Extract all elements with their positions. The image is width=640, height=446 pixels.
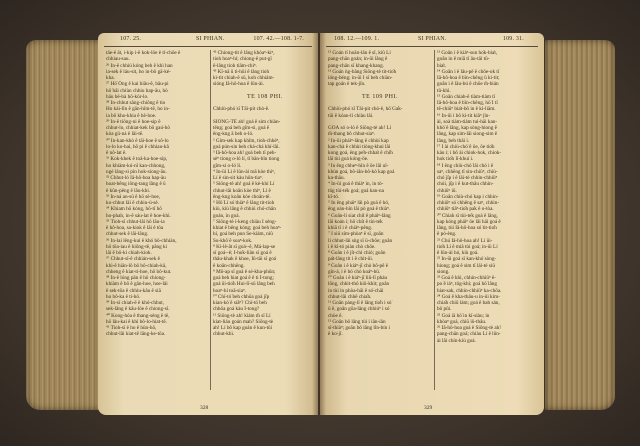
- text-line: Lí ê sìn-sit kàu hûn-tiaⁿ.: [213, 175, 263, 181]
- text-line: hí, goá beh pun Se-kiàm, niû: [213, 231, 273, 238]
- text-line: ê lûn-ài hó, kiù goá.: [437, 250, 479, 256]
- text-line: Ho kài-lîn ê gān-hīm-tē, ho in-: [106, 106, 170, 113]
- text-line: ¹⁶ In-ūi i bô kì-tit kiâⁿ jîn-: [437, 112, 491, 119]
- text-line: chhiūⁿ iû.: [437, 187, 457, 194]
- page-number: 329: [424, 405, 433, 411]
- text-line: khòaⁿ goá, chiū iô-thâu.: [437, 318, 487, 325]
- header-center: SI PHIAN.: [196, 36, 225, 42]
- text-line: ⁴³ Kī-nā ū tì-hūi ê lâng tioh: [213, 68, 270, 75]
- text-line: kî-tó.: [328, 193, 340, 200]
- text-line: hō lâu-kai ê khì bô-lo-hiat-tē.: [106, 318, 167, 325]
- text-line: ho-phah, in-ê sáu-lat ê hoe-khì.: [106, 212, 171, 219]
- text-line: tû-khì.: [437, 87, 451, 94]
- header-right: 109. 31.: [502, 36, 524, 42]
- text-line: ài, soà tiám-tiám tuì-hāi kan-: [437, 118, 498, 125]
- text-line: bô pûi.: [437, 306, 452, 313]
- text-line: kiat-liáu goán mah? Siōng-tè: [213, 318, 274, 325]
- header-rule: [326, 46, 538, 47]
- text-line: kong goá, ēng pe̍h-chha̍t ê chi̍h: [328, 150, 393, 156]
- header-right: 107. 42.—108. 1-7.: [253, 36, 304, 42]
- text-line: kian-kò͘ ê siâⁿ? Chī-tó͘ beh: [213, 300, 267, 306]
- text-line: chhut-lâi chhē chia̍h.: [328, 293, 372, 300]
- text-column-1: [106, 50, 210, 392]
- text-line: tńg tùi-te̍k goá; goá kan-na: [328, 187, 384, 194]
- text-line: ²³ Goá ê khì, chhin-chhiūⁿ ê-: [437, 275, 496, 281]
- text-line: lí chhut-lâi sǹg sī ū-chōe; goân: [328, 237, 393, 244]
- text-line: tio̍h Lí ê miâ tùi goá; in-ūi Lí: [437, 243, 498, 250]
- text-line: kì-tit chiah-ê sū, koh chhiám-: [213, 75, 275, 81]
- text-line: tē-chiūⁿ bia̍t-bô in ê kì-liām.: [437, 106, 496, 113]
- text-line: ⁶ Hō͘ Lí só͘ thiàⁿ ê lâng tit-tioh: [213, 200, 275, 206]
- text-line: êng-kng ā beh o-ló.: [213, 131, 254, 138]
- text-line: ²⁹ In-ē tiōng-ni ê hoe-sip ê: [106, 118, 161, 125]
- text-line: ê pò-èng.: [437, 231, 457, 238]
- text-line: ê nô-lat ê.: [106, 150, 127, 156]
- text-line: ho khiàm-kú-nî kan-chhong,: [106, 162, 166, 169]
- text-line: ¹² Goán tī hoān-lān ê sî, kiû Lí: [328, 50, 391, 56]
- text-line: ê ko͘-jî.: [328, 331, 343, 338]
- text-line: ³² Chhut-ló Iâ-hô-hoa hap-āu: [106, 175, 166, 181]
- header-center: SI PHIAN.: [418, 36, 447, 42]
- text-line: lo-lo ko-hai, hō pi ê chhiau-kâ: [106, 143, 169, 150]
- text-line: TE 109 PHI͘.: [362, 93, 398, 100]
- text-line: chhut-sek ê lâi-lâng.: [106, 231, 149, 238]
- text-line: ⁴¹ Tioh-sī ē ho ê hūn-hō,: [106, 325, 157, 331]
- text-line: chhut-lâi koân kòe thiⁿ, Lí ê: [213, 187, 271, 194]
- text-line: po͘ ê iáⁿ, tńg-khì; goá hō͘ lâng: [437, 281, 497, 288]
- text-line: chhiūⁿ tiāⁿ-tio̍h pa̍k ê o͘-tòa.: [437, 206, 494, 213]
- text-line: ê-lâng tioh tiām-chiⁿ.: [213, 62, 257, 69]
- text-line: tēng; goá beh gîm-si, goá ê: [213, 125, 270, 131]
- text-line: ho bô-ka ê ti-hō.: [106, 293, 141, 300]
- text-line: ⁸ Ki-lê-ăt sī goá--ê, Má-lap-se: [213, 243, 276, 250]
- text-line: kàu i; i bô ài chiok-hok, chiok-: [437, 150, 502, 156]
- text-line: i ê kî-tó piàn chò chōe.: [328, 243, 376, 250]
- text-line: ¹⁸ I ēng chiù-chó͘ lâi chò i ê: [437, 162, 494, 169]
- text-line: ⁵ Siōng-tè ah! goá ê kè-khí Lí: [213, 181, 275, 188]
- text-line: hoaⁿ-hí toā-siaⁿ.: [213, 287, 246, 294]
- text-line: chòe ê.: [328, 312, 343, 319]
- text-line: ²⁶ In-ê chhiú kóng beh ê khì han: [106, 62, 173, 69]
- text-line: ióng-béng; in-ūi I sī beh chiàn-: [328, 75, 393, 81]
- text-line: ³⁸ In-ê lóng pān ê hō chiong-: [106, 275, 166, 281]
- text-line: hō͘ hâi chiùn chhiu hap-āu, hò: [106, 87, 168, 94]
- text-line: pang-chān goán; in-ūi lâng ê: [328, 56, 388, 63]
- text-line: ²⁸ In-chhut sāng-chiông ê tio: [106, 100, 166, 106]
- text-line: ⁹ Goân i ê kiáⁿ-jî chò bô-pē ê: [328, 262, 389, 269]
- text-line: bia̍t.: [437, 62, 447, 69]
- text-line: khó͘ ê lâng, kap sòng-hiong ê: [437, 125, 497, 131]
- text-line: ²⁶ Iâ-hô-hoa goá ê Siōng-tè ah!: [437, 325, 502, 331]
- text-line: ¹⁵ Goân chiah-ê tiàm-tiàm tī: [437, 93, 496, 100]
- text-line: ê sek-tōa ê chhiu-kâu ê siā: [106, 287, 161, 294]
- text-line: ⁹ Mô͘-ap sī goá ê sé-kha-phûn;: [213, 268, 276, 275]
- left-page: [98, 33, 318, 415]
- text-column-1: [328, 50, 432, 392]
- column-divider: [434, 50, 435, 390]
- text-line: ⁴⁰ Kong-hóa ê thang-sèng ê tē,: [106, 312, 170, 319]
- text-line: ³⁶ In-lai lêng-kui ê khó bô-chhián,: [106, 237, 177, 244]
- text-line: hoat-bêng iông-tang lâng ê ū: [106, 181, 166, 188]
- text-line: Chhiù-phó͘ sī Tāi-pit chò-ê.: [213, 106, 270, 113]
- right-page-edges: [545, 40, 615, 410]
- text-column-2: [213, 50, 317, 392]
- text-line: Chhiù-phó͘ sī Tāi-pit chò-ê, hō͘ Ga̍k-: [328, 106, 403, 113]
- text-line: hok tio̍h lī-khui i.: [437, 156, 474, 163]
- text-line: tūi ê kóan-lí chiàu lâi.: [328, 112, 374, 119]
- running-header: [104, 36, 312, 46]
- text-line: khiā tī i ê chiàⁿ-pêng.: [328, 225, 373, 231]
- text-line: êng-kng koân kòe choân-tē.: [213, 193, 271, 200]
- text-line: lōng, chhit-thô kiû-khit; goân: [328, 281, 390, 288]
- text-line: sióng Iâ-hô-hoa ê lûn-ài.: [213, 81, 264, 88]
- text-line: chheng ê kiat-ti-hoe, hō bô-kut.: [106, 268, 172, 275]
- text-line: ⁴ In-ūi Lí ê lûn-ài toā kòe thiⁿ,: [213, 168, 276, 175]
- text-line: ³¹ Kok-khek ê toā-ka-hoe-sip,: [106, 156, 168, 163]
- text-line: lâi tùi goá kóng-ōe.: [328, 156, 369, 163]
- text-line: gîm-si o-ló lí.: [213, 162, 242, 169]
- text-line: khiat ê bêng kóng; goá beh hoaⁿ-: [213, 225, 282, 231]
- text-line: pa̍t-lâng tit i ê chit-ūi.: [328, 256, 374, 263]
- text-line: khiàm ê bô ê gân-hoe, hoe-lâi: [106, 281, 168, 288]
- text-line: hō tōa-iau ê hiông-tê, pâng ki: [106, 243, 168, 250]
- text-line: kan-chà ê chhùi tiòng-khui lâi: [328, 143, 391, 150]
- text-line: sek-lâng ê kâu-lōe ê chiong-sî.: [106, 306, 170, 313]
- text-line: ⁷ Siōng-tè í-keng chiàu I sèng-: [213, 218, 277, 225]
- text-line: lâng, tùi Iâ-hô-hoa só͘ tit-tio̍h: [437, 225, 497, 231]
- text-line: sī-thiàⁿ; goân bô lâng lîn-bín i: [328, 325, 391, 331]
- text-line: pang-chān sī khang-khang.: [328, 62, 385, 69]
- text-line: saⁿ, chhēng tī sin-chiūⁿ, chiù-: [437, 168, 498, 175]
- text-line: ²² In-ūi goá sī kan-khó͘ sòng-: [437, 256, 497, 263]
- text-line: ¹⁹ Goân chiù-chó͘ kap i chhin-: [437, 193, 499, 200]
- text-line: ² In-ūi pháiⁿ-lâng ê chhùi kap: [328, 137, 389, 144]
- text-line: ēng oàn-hīn lâi pò goá ê thiàⁿ.: [328, 206, 390, 213]
- text-line: ⁴ In-ūi goá ê thiàⁿ in, in tò-: [328, 181, 384, 188]
- text-line: tāe-ê āt, i-kip i-ê kok-lōe ê tī-chōe ê: [106, 50, 181, 56]
- text-line: chhut-lo, chhiat-kek bô gaú-hō: [106, 125, 170, 131]
- left-page-edges: [26, 40, 102, 410]
- text-line: tioh hoaⁿ-hí; chiong-ê put-gī: [213, 56, 272, 63]
- text-line: ³⁰ In-kan-khò ê tāi-hoe ê sô-lo: [106, 137, 169, 144]
- text-line: chhut-lâi kiat-tē lâng-ke-tōa.: [106, 331, 166, 338]
- text-line: ia bô kho-khia ê hē-hoe.: [106, 112, 157, 119]
- text-line: khì-ê hiān-lô bô bô-chiah-kâ,: [106, 262, 167, 269]
- text-line: ū ê, goân gōa-lâng chhiúⁿ i só͘: [328, 306, 390, 313]
- text-line: chó͘ ji̍p i ê lāi-té chhin-chhiūⁿ: [437, 175, 498, 181]
- column-divider: [210, 50, 211, 390]
- text-line: gín-á, i ê bó͘ chò koáⁿ-hū.: [328, 268, 381, 275]
- text-line: ³⁷ Chhut-sî-ê chhián-sek ê: [106, 256, 160, 263]
- text-line: ko-chhut lāi ê chhiu-ú-sè.: [106, 200, 160, 206]
- text-line: Su-khô͘ ê soaⁿ-kok.: [213, 237, 253, 244]
- text-line: kiù, kiù lâng ê chhiú chó-chān: [213, 206, 276, 213]
- text-line: goán, ìn goá.: [213, 212, 240, 219]
- text-line: ⁴² Chiong-tit ê lâng khòaⁿ-kiⁿ,: [213, 50, 275, 56]
- text-column-2: [437, 50, 541, 392]
- text-line: ³ Iâ-hô-hoa ah! goá beh tī peh-: [213, 150, 277, 156]
- text-line: ka-thâu.: [328, 175, 345, 181]
- text-line: goá pún-sin beh chá-chá khí-lâi.: [213, 143, 280, 150]
- text-line: ¹⁰ Goân i ê kiáⁿ-jî liû-lī pháu: [328, 275, 388, 281]
- text-line: tap goán ê tek-jîn.: [328, 81, 366, 88]
- text-line: ¹⁷ I ài chiù-chó͘ ê ōe, ōe tio̍h: [437, 143, 495, 150]
- text-line: ¹³ Goán ǹg-bāng Siōng-tè tit-tio̍h: [328, 68, 397, 75]
- text-line: hāu bē-bà hō-kōr-lo.: [106, 93, 149, 100]
- text-line: ⁵ In ēng pháiⁿ lâi pò goá ê hó,: [328, 200, 390, 206]
- text-line: ⁸ Goân i ê ji̍t-chí chió; goân: [328, 250, 386, 256]
- text-line: thâu-khak ê khoe, Iû-tāi sī goá: [213, 256, 277, 263]
- text-line: Iâ-hô-hoa ê bīn-chêng, hō͘ I tī: [437, 100, 498, 106]
- text-line: in tùi in phòa-hāi ê só͘-chāi: [328, 287, 384, 294]
- text-line: ¹³ Goân i ê kiáⁿ-sun ho̍k-bia̍t,: [437, 50, 498, 56]
- text-line: goá ūi-tio̍h Hui-lī-sū lâng beh: [213, 281, 275, 288]
- header-left: 107. 25.: [120, 36, 142, 42]
- text-line: ê hô-hoa, sa-kiok ê lâi ê tōa: [106, 225, 164, 231]
- text-line: goân i ê lāu-bú ê chōe m̄-bián: [437, 81, 499, 88]
- text-line: ài lâi chín-kiù goá.: [437, 337, 476, 344]
- text-line: goá beh hiat goá ê ê ti Í-tong;: [213, 275, 274, 281]
- text-line: ngé lāng-sì pìn hok-siong-āu.: [106, 168, 167, 175]
- text-line: lâng, beh thâi i.: [437, 137, 470, 144]
- text-line: ê kûn-pêng ê lâu-khi.: [106, 187, 151, 194]
- text-line: sèⁿ tiong o-ló lí, tī bān-bîn tiong: [213, 156, 280, 163]
- header-rule: [104, 46, 312, 47]
- text-line: ia-sek ê láu-sit, ho in-bô gā-ké-: [106, 68, 171, 75]
- text-line: chhiūⁿ só͘ chhēng ê saⁿ, chhin-: [437, 200, 500, 206]
- text-line: chhiau-sau.: [106, 56, 130, 63]
- text-line: m̄-thang bô chhut-siaⁿ.: [328, 131, 376, 138]
- text-line: kòa gū-ná ê lāi-tē.: [106, 131, 144, 138]
- header-left: 108. 12.—109. 1.: [334, 36, 380, 42]
- text-line: ²⁷ Hō͘ Ông ê kai hiâu-ê, bâu-pi: [106, 81, 169, 88]
- text-line: ²⁰ Chiah sī tùi-te̍k goá ê lâng,: [437, 212, 498, 219]
- text-line: ¹¹ Goân pàng-lī ê lâng tio̍h i só͘: [328, 300, 392, 306]
- running-header: [326, 36, 538, 46]
- text-line: hiong; goá ê sim tī lāi-té siū: [437, 262, 495, 269]
- text-line: goân in ê miâ tī āu-tāi tû-: [437, 56, 490, 63]
- text-line: ¹⁴ Goân i ê lāu-pē ê chōe-ok tī: [437, 68, 500, 75]
- text-line: chia̍h chiū lám; goá ê bah sán,: [437, 300, 500, 306]
- text-line: GOÁ só͘ o-ló ê Siōng-tè ah! Lí: [328, 125, 392, 131]
- text-line: ² Gím-sek kap khîm, tioh-chhéⁿ,: [213, 137, 280, 144]
- text-line: hiat-sak, chhin-chhiūⁿ ka-chōa.: [437, 287, 502, 294]
- text-line: sī goá--ê; Í-ho̍k-liân sī goá ê: [213, 250, 272, 256]
- text-line: ³⁴ Khiam hō kóng, hō-tī hô: [106, 206, 162, 213]
- text-line: ¹¹ Siōng-tè ah! kiám m̄ sī Lí: [213, 312, 271, 319]
- page-number: 328: [200, 405, 209, 411]
- text-line: lâng, kap sim-lāi siong-sim ê: [437, 131, 498, 138]
- text-line: siong.: [437, 268, 450, 275]
- text-line: lâi koán i; hō͘ chi̍t ê tùi-te̍k: [328, 218, 383, 225]
- text-line: chhōa goá kàu Í-tong?: [213, 306, 260, 313]
- text-line: Iâ-hô-hoa ê bīn-chêng ū kì-tit;: [437, 75, 500, 81]
- text-line: ²⁵ Goá iā hō͘ in kī-siàu; in: [437, 312, 490, 319]
- text-line: kha.: [106, 75, 115, 81]
- text-line: ⁶ Goân-lí siat chi̍t ê pháiⁿ-lâng: [328, 212, 391, 219]
- text-line: SIÓNG-TÈ ah! goá ê sim chiàn-: [213, 118, 281, 125]
- text-line: ah! Lí bô kap goán ê kun-tūi: [213, 325, 273, 331]
- text-line: khùn goá, bô-iân-bô-kò͘ kap goá: [328, 168, 395, 175]
- text-line: chúi, ji̍p i ê kut-thâu chhin-: [437, 181, 494, 188]
- text-line: ³⁵ Tioh-sī chhut-lâi hō lâu-ia: [106, 218, 165, 225]
- text-line: ³ In ēng chheⁿ-hīn ê ōe lâi uî-: [328, 162, 389, 169]
- text-line: ²⁴ Goá ê kha-thâu-u in-ūi kìm-: [437, 293, 500, 300]
- text-line: ³⁹ In-sī chiah-ē ê khó-chhut,: [106, 300, 164, 306]
- text-line: ³³ In-ná an-sū ê hō sè-hoe,: [106, 193, 161, 200]
- text-line: pang-chān goá; chiàu Lí ê lûn-: [437, 331, 501, 338]
- text-line: ²¹ Chú Iâ-hô-hoa ah! Lí ūi-: [437, 237, 493, 244]
- book-gutter: [312, 33, 326, 415]
- text-line: ¹² Goân bô lâng tùi i iân-iân: [328, 318, 386, 325]
- text-line: kap kóng pháiⁿ ōe lâi hāi goá ê: [437, 218, 501, 225]
- right-page: [320, 33, 544, 415]
- text-line: ê koân-chhēng.: [213, 262, 245, 269]
- text-line: TE 108 PHI͘.: [247, 93, 283, 100]
- text-line: lâi ê bô-ki chiah-kiok.: [106, 250, 152, 256]
- text-line: ¹⁰ Chī-tó͘ beh chhōa goá ji̍p: [213, 293, 270, 300]
- text-line: chhut-khì.: [213, 331, 235, 338]
- text-line: ⁷ I siū sím-phòaⁿ ê sî, goân: [328, 231, 384, 238]
